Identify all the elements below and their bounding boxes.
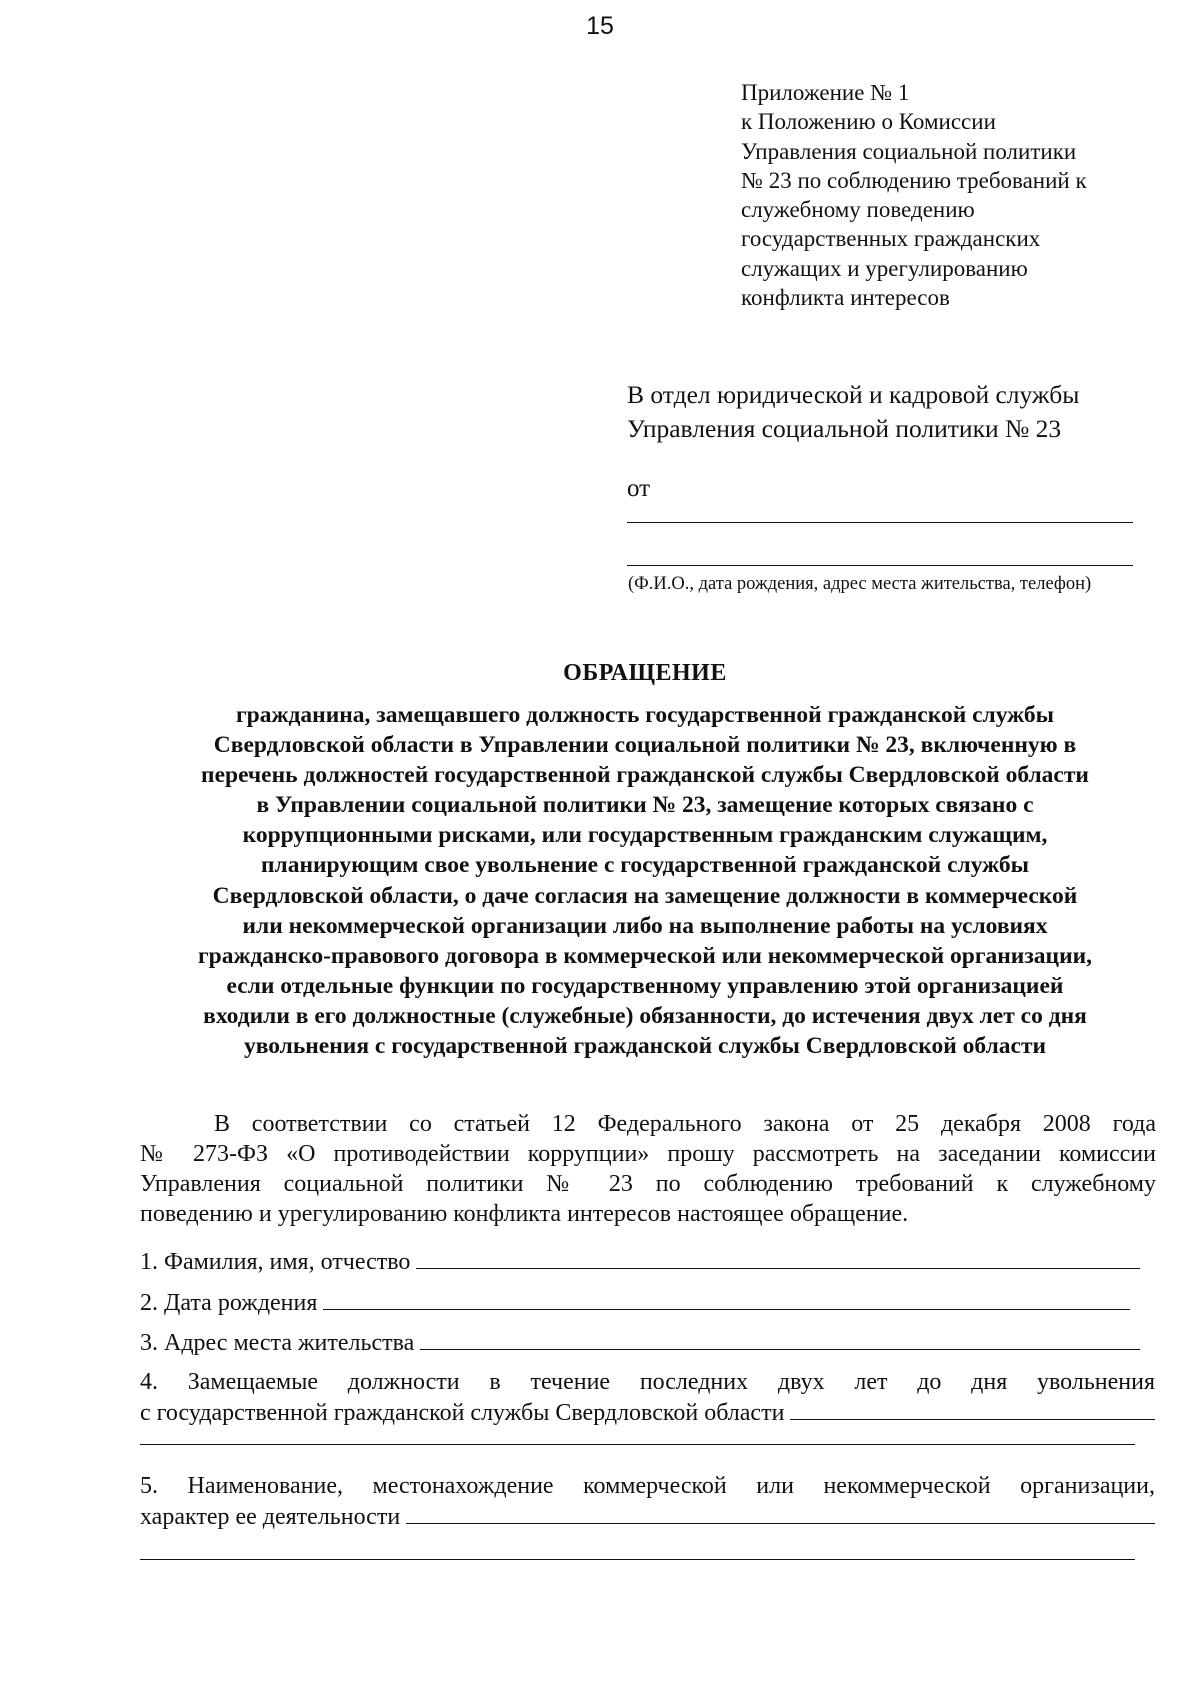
appendix-line: Управления социальной политики <box>741 138 1077 164</box>
intro-line: Управления социальной политики № 23 по соблюдению требований к служебному <box>140 1171 1156 1197</box>
field-birth-date <box>140 1287 1130 1318</box>
field-label: 5. Наименование, местонахождение коммерческой или некоммерческой организации, <box>140 1473 1155 1499</box>
subtitle-line: гражданина, замещавшего должность государственной гражданской службы <box>236 702 1054 728</box>
full-name-line[interactable] <box>416 1246 1140 1269</box>
subtitle-line: Свердловской области в Управлении социальной политики № 23, включенную в <box>213 732 1077 759</box>
intro-paragraph <box>140 1109 1156 1229</box>
sender-caption: (Ф.И.О., дата рождения, адрес места жительства, телефон) <box>628 574 1092 594</box>
subtitle-line: входили в его должностные (служебные) обязанности, до истечения двух лет со дня <box>203 1002 1087 1029</box>
address-line[interactable] <box>420 1327 1140 1350</box>
sender-line-1[interactable] <box>627 522 1133 523</box>
appendix-line: служебному поведению <box>741 197 975 223</box>
field-positions <box>140 1367 1155 1428</box>
page-number: 15 <box>586 12 614 40</box>
appendix-line: служащих и урегулированию <box>741 255 1028 281</box>
appendix-line: государственных гражданских <box>741 226 1041 252</box>
field-full-name <box>140 1246 1140 1277</box>
subtitle-line: увольнения с государственной гражданской службы Свердловской области <box>243 1033 1047 1060</box>
document-title: ОБРАЩЕНИЕ <box>563 660 727 686</box>
intro-line: поведению и урегулированию конфликта интересов настоящее обращение. <box>140 1201 909 1227</box>
field-address <box>140 1327 1140 1358</box>
appendix-line: № 23 по соблюдению требований к <box>741 167 1087 193</box>
field-label: 1. Фамилия, имя, отчество <box>140 1249 411 1275</box>
appendix-line: к Положению о Комиссии <box>741 109 996 135</box>
subtitle-line: коррупционными рисками, или государственным гражданским служащим, <box>242 822 1048 849</box>
field-label: 3. Адрес места жительства <box>140 1330 415 1356</box>
recipient-block <box>627 378 1167 446</box>
document-subtitle <box>130 700 1160 1061</box>
subtitle-line: гражданско-правового договора в коммерческой или некоммерческой организации, <box>197 942 1093 969</box>
organization-line[interactable] <box>406 1501 1155 1524</box>
recipient-line: Управления социальной политики № 23 <box>627 414 1062 443</box>
sender-line-2[interactable] <box>627 565 1133 566</box>
subtitle-line: перечень должностей государственной гражданской службы Свердловской области <box>201 762 1089 789</box>
intro-line: № 273-ФЗ «О противодействии коррупции» прошу рассмотреть на заседании комиссии <box>140 1141 1156 1167</box>
intro-line: В соответствии со статьей 12 Федерального закона от 25 декабря 2008 года <box>214 1111 1156 1137</box>
subtitle-line: планирующим свое увольнение с государственной гражданской службы <box>261 852 1029 879</box>
recipient-line: В отдел юридической и кадровой службы <box>627 380 1080 409</box>
field-label: с государственной гражданской службы Свердловской области <box>140 1400 785 1426</box>
birth-date-line[interactable] <box>323 1287 1130 1310</box>
subtitle-line: в Управлении социальной политики № 23, замещение которых связано с <box>256 792 1034 819</box>
field-organization <box>140 1471 1155 1532</box>
appendix-block <box>741 78 1171 312</box>
positions-line-2[interactable] <box>140 1444 1135 1445</box>
subtitle-line: Свердловской области, о даче согласия на замещение должности в коммерческой <box>212 882 1078 909</box>
positions-line[interactable] <box>790 1397 1155 1420</box>
field-label: характер ее деятельности <box>140 1504 401 1530</box>
field-label: 2. Дата рождения <box>140 1290 318 1316</box>
subtitle-line: если отдельные функции по государственному управлению этой организацией <box>226 972 1064 999</box>
appendix-line: Приложение № 1 <box>741 80 910 105</box>
field-label: 4. Замещаемые должности в течение последних двух лет до дня увольнения <box>140 1369 1155 1395</box>
subtitle-line: или некоммерческой организации либо на выполнение работы на условиях <box>242 912 1048 939</box>
organization-line-2[interactable] <box>140 1559 1135 1560</box>
from-label: от <box>627 475 651 502</box>
appendix-line: конфликта интересов <box>741 285 950 311</box>
